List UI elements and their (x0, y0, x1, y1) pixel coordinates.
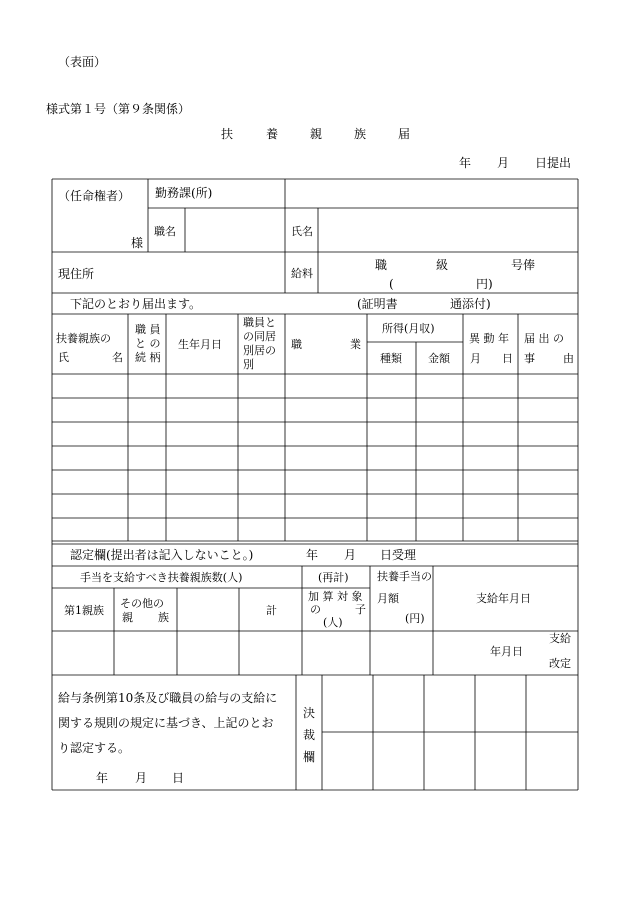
title-char: 親 (310, 127, 323, 141)
allowance-monthly-2: 月額 (377, 592, 399, 605)
title-char: 届 (398, 127, 411, 141)
col-change-date-tsuki: 月 (470, 352, 481, 365)
decision-column-label: 決裁欄 (302, 706, 315, 764)
col-dependent-name-mei: 名 (112, 351, 123, 364)
col-cohabit-3: 別居の (243, 344, 276, 357)
yen-open: ( (389, 277, 394, 291)
col-income-kind: 種類 (380, 352, 402, 365)
department-label: 勤務課(所) (155, 186, 213, 200)
title-char: 扶 (221, 127, 234, 141)
allowance-header: 手当を支給すべき扶養親族数(人) (80, 571, 243, 584)
col-change-date-hi: 日 (502, 352, 513, 365)
addition-child-1: 加 算 対 象 (308, 590, 363, 603)
form-number: 様式第１号（第９条関係） (46, 102, 191, 116)
notice-text: 下記のとおり届出ます。 (70, 297, 202, 311)
cert-attached-close: 通添付) (450, 297, 491, 311)
addition-child-no: の (310, 603, 321, 616)
cert-attached-open: (証明書 (357, 297, 398, 311)
revised-label-1: 支給 (549, 632, 571, 645)
other-dependents-zoku: 族 (158, 611, 169, 624)
certification-label: 認定欄(提出者は記入しないこと。) (70, 548, 254, 562)
cert-date-received: 日受理 (380, 548, 417, 562)
col-income-amount: 金額 (428, 352, 450, 365)
approval-clause-1: 給与条例第10条及び職員の給与の支給に (58, 691, 278, 705)
col-reason-koto: 事 (524, 352, 535, 365)
col-occupation-gyo: 業 (350, 338, 361, 351)
grade-gouhou: 号俸 (511, 258, 536, 272)
col-cohabit-4: 別 (243, 358, 254, 371)
title-char: 養 (266, 127, 279, 141)
revised-label-3: 改定 (549, 657, 571, 670)
first-dependent-label: 第1親族 (64, 604, 104, 617)
salary-label: 給料 (291, 267, 313, 280)
yen-close: 円) (476, 277, 493, 291)
allowance-monthly-1: 扶養手当の (377, 570, 432, 583)
date-year: 年 (459, 156, 472, 170)
page-side-label: （表面） (58, 55, 107, 69)
col-cohabit-2: の同居 (243, 330, 276, 343)
other-dependents-1: その他の (120, 597, 164, 610)
col-birthdate: 生年月日 (178, 338, 222, 351)
date-day-submitted: 日提出 (535, 156, 572, 170)
col-cohabit-1: 職員と (243, 316, 276, 329)
allowance-monthly-3: (円) (405, 612, 425, 625)
col-relation-3: 続 柄 (135, 351, 161, 364)
approval-date-month: 月 (135, 771, 148, 785)
col-relation-1: 職 員 (135, 323, 161, 336)
approval-date-year: 年 (96, 771, 109, 785)
col-occupation-shoku: 職 (291, 338, 302, 351)
col-change-date-1: 異 動 年 (469, 332, 509, 345)
recalc-label: (再計) (318, 571, 349, 584)
addition-child-3: (人) (323, 616, 343, 629)
cert-date-year: 年 (306, 548, 319, 562)
name-label: 氏名 (291, 225, 313, 238)
date-month: 月 (497, 156, 510, 170)
col-dependent-name-shi: 氏 (58, 351, 69, 364)
grade-kyu: 級 (436, 258, 449, 272)
col-relation-2: と の (135, 337, 161, 350)
pay-date-label: 支給年月日 (476, 592, 531, 605)
col-reason-1: 届 出 の (524, 332, 564, 345)
total-label: 計 (266, 604, 277, 617)
other-dependents-oya: 親 (122, 611, 133, 624)
col-reason-yoshi: 由 (563, 352, 574, 365)
approval-clause-3: り認定する。 (58, 741, 131, 755)
addition-child-ko: 子 (355, 603, 366, 616)
revised-label-2: 年月日 (490, 645, 523, 658)
approval-clause-2: 関する規則の規定に基づき、上記のとお (58, 716, 274, 730)
sama-label: 様 (131, 236, 144, 250)
post-label: 職名 (154, 225, 176, 238)
cert-date-month: 月 (344, 548, 357, 562)
col-dependent-name-1: 扶養親族の (56, 332, 111, 345)
approval-date-day: 日 (172, 771, 185, 785)
title-char: 族 (354, 127, 367, 141)
col-income: 所得(月収) (382, 322, 435, 335)
appointer-label: （任命権者） (58, 189, 131, 203)
address-label: 現住所 (58, 267, 95, 281)
grade-shoku: 職 (375, 258, 388, 272)
